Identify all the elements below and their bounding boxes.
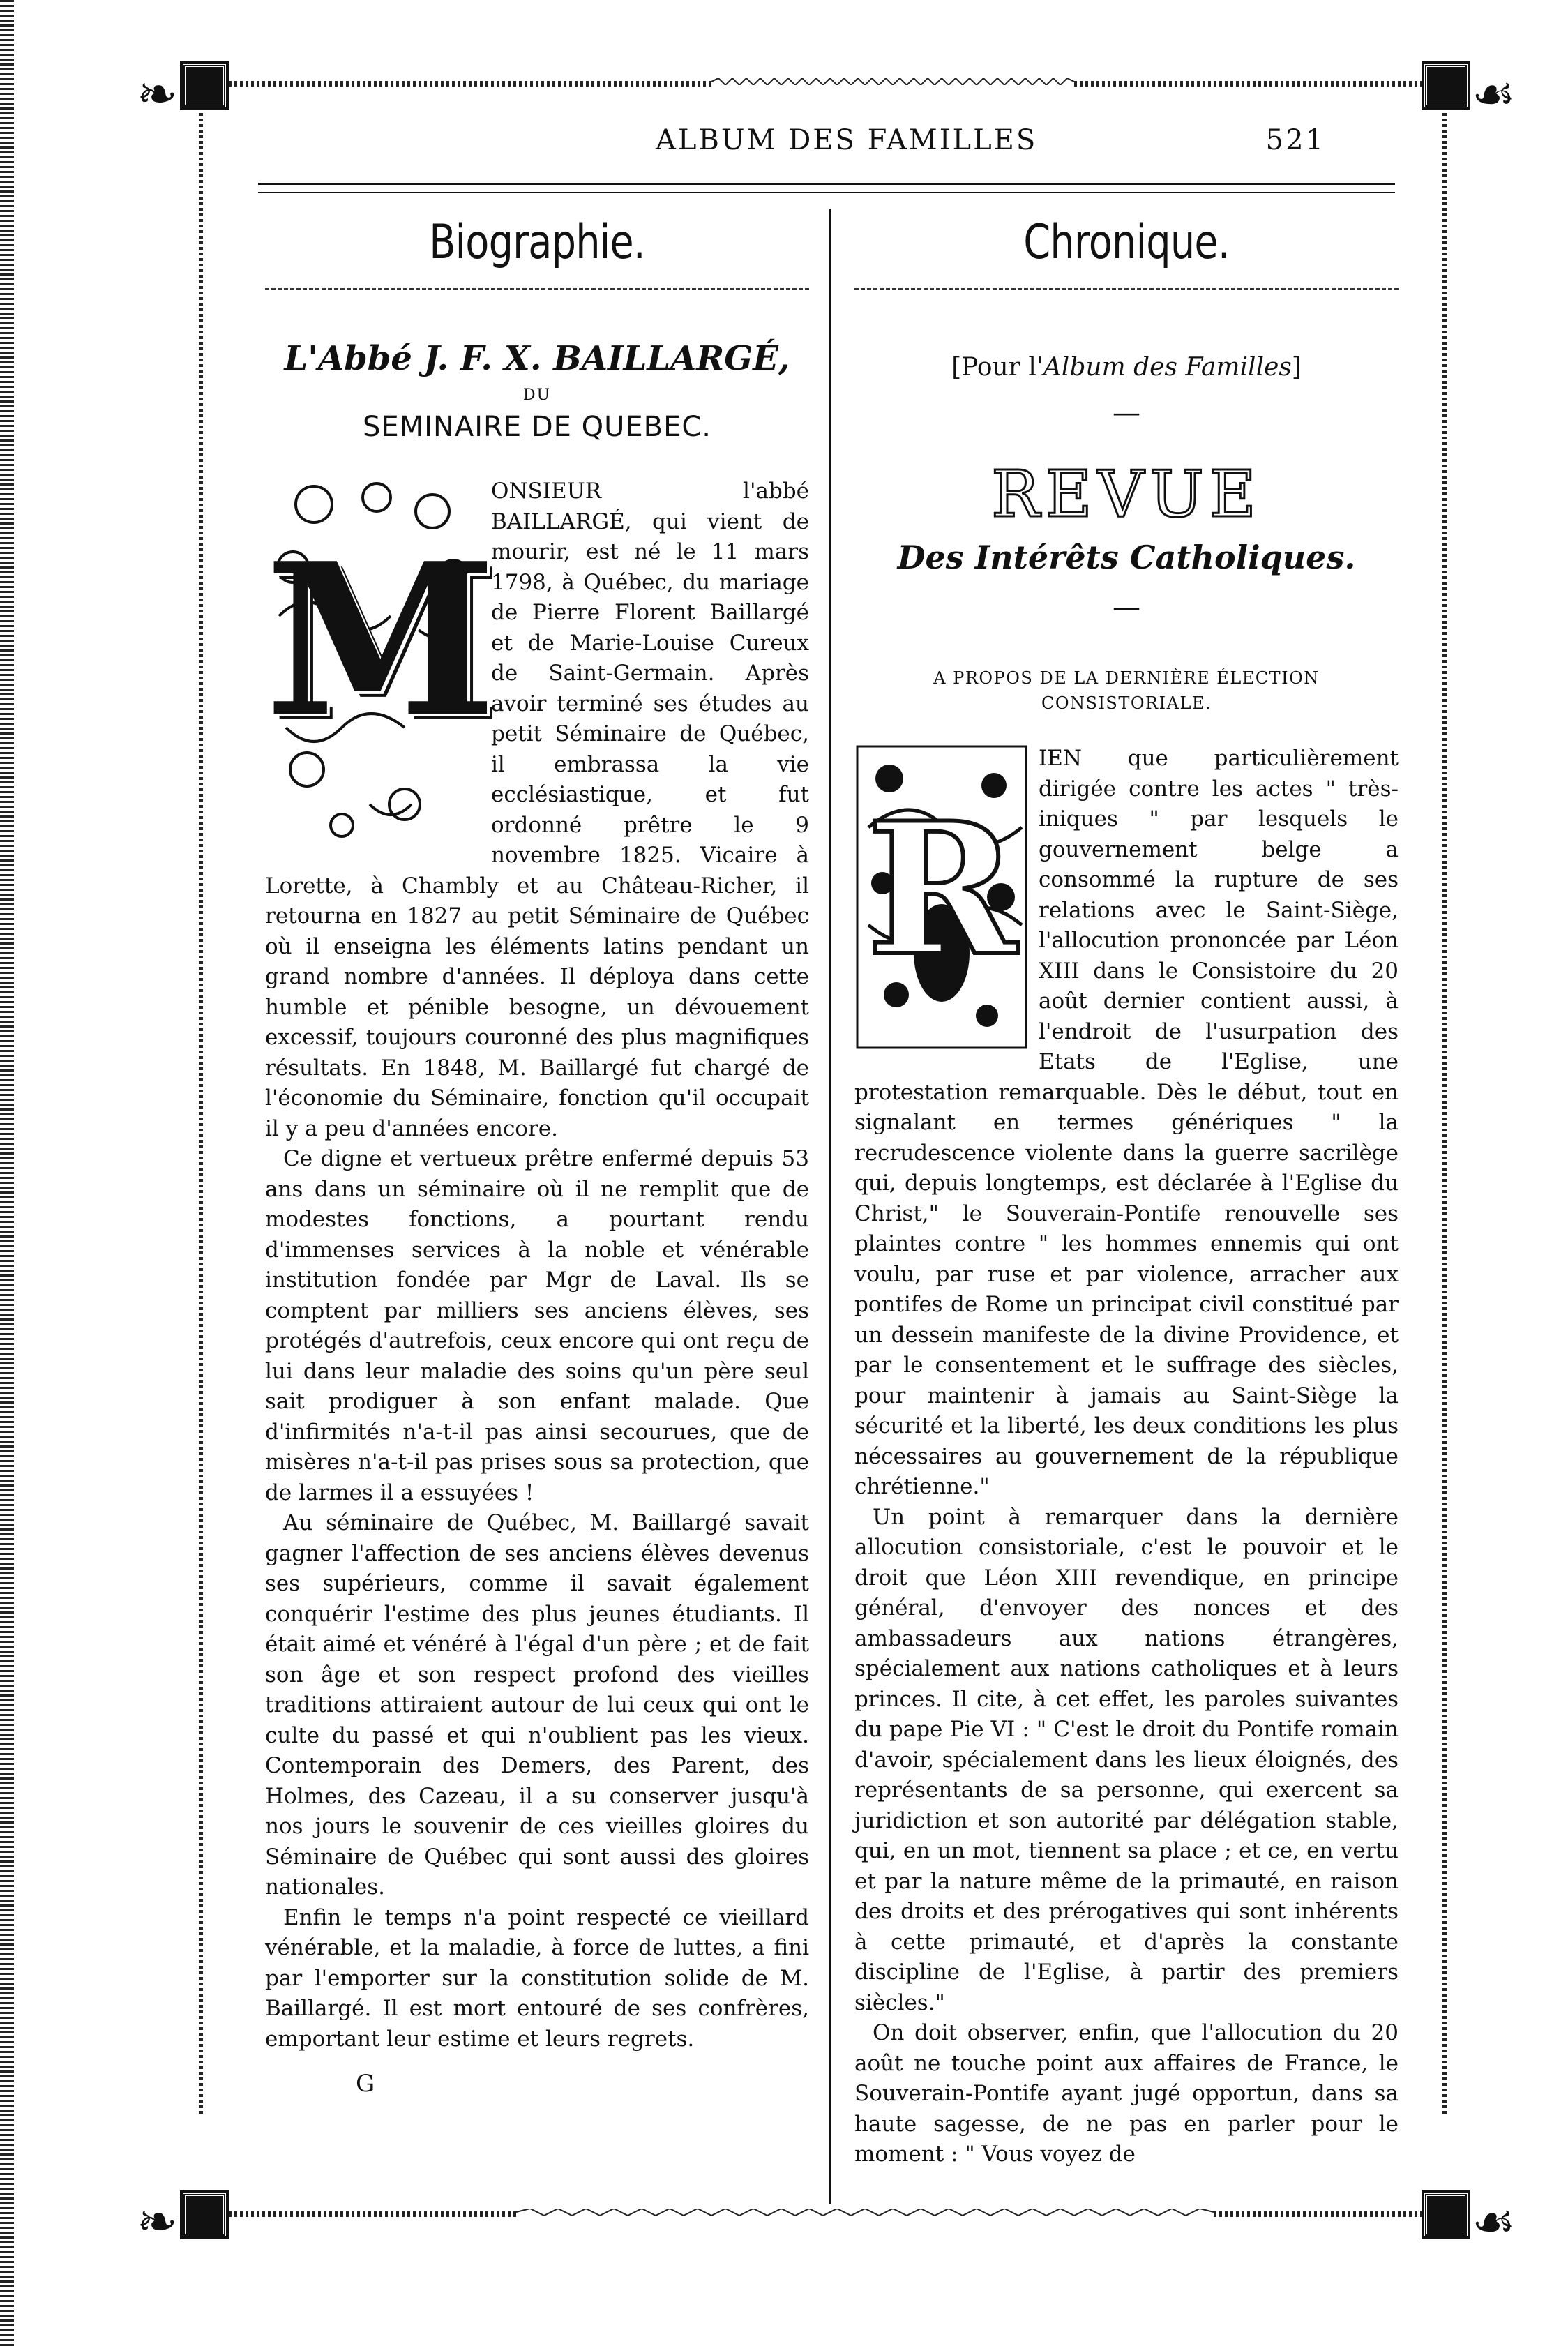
top-left-corner-ornament <box>183 64 226 107</box>
header-rule <box>258 183 1395 193</box>
biography-paragraph-4: Enfin le temps n'a point respecté ce vieillard vénérable, et la maladie, à force de luttes, a fini par l'emporter sur la constitution solide de M. Baillargé. Il est mort entouré de ses confrères, emportant leur estime et leurs regrets. <box>265 1904 809 2052</box>
fleuron-bottom-right-icon: ☙ <box>1472 2193 1516 2250</box>
separator-dash-2: — <box>1113 592 1140 624</box>
section-divider <box>854 288 1399 290</box>
top-border-zigzag <box>711 78 1074 85</box>
biography-paragraph-1: ONSIEUR l'abbé BAILLARGÉ, qui vient de mourir, est né le 11 mars 1798, à Québec, du mariage de Pierre Florent Baillargé et de Marie-Louise Cureux de Saint-Germain. Après avoir terminé ses études au petit Séminaire de Québec, il embrassa la vie ecclésiastique, et fut ordonné prêtre le 9 novembre 1825. Vicaire à Lorette, à Chambly et au Château-Richer, il retourna en 1827 au petit Séminaire de Québec où il enseigna les éléments latins pendant un grand nombre d'années. Il déploya dans cette humble et pénible besogne, un dévouement excessif, toujours couronné des plus magnifiques résultats. En 1848, M. Baillargé fut chargé de l'économie du Séminaire, fonction qu'il occupait il y a peu d'années encore. <box>265 479 809 1141</box>
top-border-rule-left <box>223 81 711 87</box>
running-title: ALBUM DES FAMILLES <box>656 124 1038 156</box>
separator-dash: — <box>1113 397 1140 429</box>
for-album-line <box>854 353 1399 382</box>
left-column <box>265 202 809 2098</box>
bottom-border-zigzag <box>516 2209 1214 2216</box>
for-album-suffix: ] <box>1291 353 1302 382</box>
ornamental-drop-cap <box>854 744 1029 1051</box>
fleuron-left-icon: ❧ <box>137 66 178 123</box>
for-album-prefix: [Pour l' <box>951 353 1043 382</box>
chronicle-paragraph-3: On doit observer, enfin, que l'allocution du 20 août ne touche point aux affaires de France, le Souverain-Pontife ayant jugé opportun, dans sa haute sagesse, de ne pas en parler pour le moment : " Vous voyez de <box>854 2020 1399 2167</box>
left-margin-hatching <box>0 0 14 2346</box>
article-subtitle: SEMINAIRE DE QUEBEC. <box>362 411 712 443</box>
article-title: L'Abbé J. F. X. BAILLARGÉ, <box>284 339 790 378</box>
top-right-corner-ornament <box>1424 64 1468 107</box>
article-heading-apropos: A PROPOS DE LA DERNIÈRE ÉLECTION CONSISTORIALE. <box>933 668 1320 713</box>
page-number: 521 <box>1265 124 1325 156</box>
section-divider <box>265 288 809 290</box>
chronicle-paragraph-1: IEN que particulièrement dirigée contre les actes " très-iniques " par lesquels le gouvernement belge a consommé la rupture de ses relations avec le Saint-Siège, l'allocution prononcée par Léon XIII dans le Consistoire du 20 août dernier contient aussi, à l'endroit de l'usurpation des Etats de l'Eglise, une protestation remarquable. Dès le début, tout en signalant en termes génériques " la recrudescence violente dans la guerre sacrilège qui, depuis longtemps, est déclarée à l'Eglise du Christ," le Souverain-Pontife renouvelle ses plaintes contre " les hommes ennemis qui ont voulu, par ruse et par violence, arracher aux pontifes de Rome un principat civil constitué par un dessein manifeste de la divine Providence, et par le consentement et le suffrage des siècles, pour maintenir à jamais au Saint-Siège la sécurité et la liberté, les deux conditions les plus nécessaires au gouvernement de la république chrétienne." <box>854 746 1399 1499</box>
fleuron-bottom-left-icon: ❧ <box>137 2193 178 2250</box>
bottom-border-rule-left <box>223 2211 516 2217</box>
right-column <box>854 202 1399 2170</box>
biography-paragraph-3: Au séminaire de Québec, M. Baillargé savait gagner l'affection de ses anciens élèves devenus ses supérieurs, comme il savait également conquérir l'estime des plus jeunes étudiants. Il était aimé et vénéré à l'égal d'un père ; et de fait son âge et son respect profond des vieilles traditions attiraient autour de lui ceux qui ont le culte du passé et qui n'oublient pas les vieux. Contemporain des Demers, des Parent, des Holmes, des Cazeau, il a su conserver jusqu'à nos jours le souvenir de ces vieilles gloires du Séminaire de Québec qui sont aussi des gloires nationales. <box>265 1510 809 1900</box>
bottom-left-corner-ornament <box>183 2193 226 2236</box>
revue-title: REVUE <box>991 457 1262 532</box>
fleuron-right-icon: ☙ <box>1472 66 1516 123</box>
article-title-du: DU <box>522 386 552 404</box>
drop-cap-letter: R <box>866 783 1018 996</box>
left-border-rule <box>199 105 203 2114</box>
top-border-rule-right <box>1074 81 1423 87</box>
biography-paragraph-2: Ce digne et vertueux prêtre enfermé depuis 53 ans dans un séminaire où il ne remplit que de modestes fonctions, a pourtant rendu d'immenses services à la noble et vénérable institution fondée par Mgr de Laval. Ils se comptent par milliers ses anciens élèves, ses protégés d'autrefois, ceux encore qui ont reçu de lui dans leur maladie des soins qu'un père seul sait prodiguer à son enfant malade. Que d'infirmités n'a-t-il pas ainsi secourues, que de misères n'a-t-il pas prises sous sa protection, que de larmes il a essuyées ! <box>265 1146 809 1505</box>
for-album-italic: Album des Familles <box>1043 353 1292 382</box>
bottom-right-corner-ornament <box>1424 2193 1468 2236</box>
revue-subtitle: Des Intérêts Catholiques. <box>897 539 1356 576</box>
bottom-border-rule-right <box>1214 2211 1423 2217</box>
chronicle-paragraph-2: Un point à remarquer dans la dernière allocution consistoriale, c'est le pouvoir et le droit que Léon XIII revendique, en principe général, d'envoyer des nonces et des ambassadeurs aux nations étrangères, spécialement aux nations catholiques et à leurs princes. Il cite, à cet effet, les paroles suivantes du pape Pie VI : " C'est le droit du Pontife romain d'avoir, spécialement dans les lieux éloignés, des représentants de sa personne, qui exercent sa juridiction et son autorité par délégation stable, qui, en un mot, tiennent sa place ; et ce, en vertu et par la nature même de la primauté, en raison des droits et des prérogatives qui sont inhérents à cette primauté, et d'après la constante discipline de l'Eglise, à partir des premiers siècles." <box>854 1504 1399 2015</box>
section-heading-biographie: Biographie. <box>429 215 645 270</box>
ornamental-drop-cap <box>265 476 497 839</box>
column-divider <box>829 209 831 2204</box>
section-heading-chronique: Chronique. <box>1023 215 1230 270</box>
drop-cap-letter: M <box>265 517 497 763</box>
right-border-rule <box>1442 105 1447 2114</box>
running-head <box>209 124 1325 166</box>
signature: G <box>356 2070 375 2098</box>
